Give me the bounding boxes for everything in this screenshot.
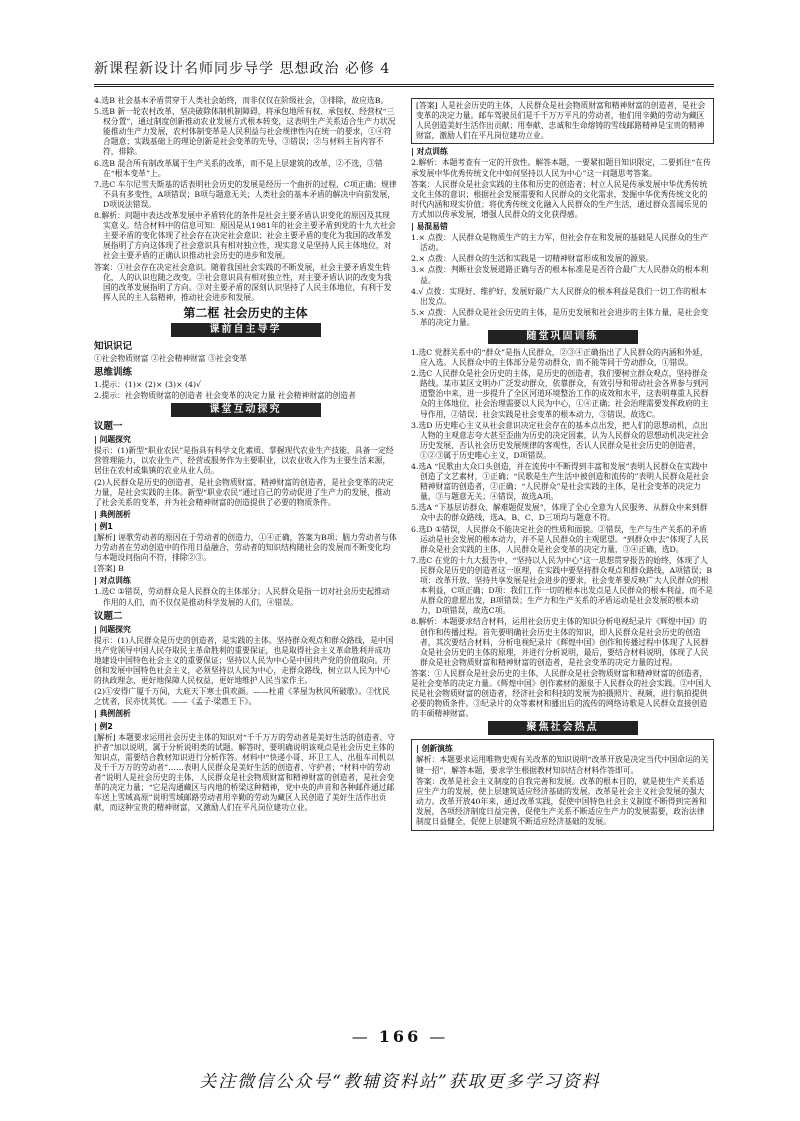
innovation-answer: 答案：改革是社会主义制度的自我完善和发展。改革的根本目的，就是使生产关系适应生产力的发展，使上层建筑适应经济基础的发展。改革是社会主义社会发展的强大动力。改革开放40年来，通过改革实践，促使中国特色社会主义制度不断得到完善和发展，各项经济制度日益完善，促使生产关系不断适应生产力的发展需要，政治法律制度日益健全，促使上层建筑不断适应经济基础的发展。	[416, 776, 707, 826]
thinking-line: 1.提示：(1)× (2)× (3)× (4)√	[94, 379, 202, 389]
drill-item: 5.选A “下基层访群众、解难题促发展”，体现了全心全意为人民服务、从群众中来到群众中去的群众路线，选A。B、C、D三项均与题意不符。	[411, 503, 708, 523]
confuse-item: 5.× 点拨：人民群众是社会历史的主体，是历史发展和社会进步的主体力量，是社会变革的决定力量。	[411, 307, 709, 327]
topic-1-text: (2)人民群众是历史的创造者，是社会物质财富、精神财富的创造者，是社会变革的决定力量，是社会实践的主体。新型“职业农民”通过自己的劳动促进了生产力的发展，推动了社会关系的变革，并为社会精神财富的创造提供了必要的物质条件。	[94, 477, 394, 507]
tag-practice: | 对点训练	[94, 576, 397, 586]
example-2-tag: | 例2	[94, 722, 397, 732]
answer-item: 4.选B 社会基本矛盾贯穿于人类社会始终，而非仅仅在阶级社会，③排除，故应选B。	[94, 96, 389, 105]
practice-2-text: 2.解析：本题考查有一定的开放性。解答本题，一要紧扣题目知识限定，二要抓住“在传承发展中华优秀传统文化中如何坚持以人民为中心”这一问题思考答案。	[411, 158, 711, 178]
drill-item: 7.选C 在党的十九大报告中，“坚持以人民为中心”这一思想贯穿报告的始终，体现了人民群众是历史的创造者这一原理，在实践中要坚持群众观点和群众路线，A项错误；B项：改革开放、坚持共享发展是社会进步的要求，社会变革要反映广大人民群众的根本利益，C项正确；D项：我们工作一切的根本出发点是人民群众的根本利益，而不是从群众的意愿出发，B项错误；生产力和生产关系的矛盾运动是社会发展的根本动力，D项错误，故选C项。	[411, 555, 713, 616]
section-subtitle-hotspot: 聚焦社会热点	[488, 721, 638, 735]
drill-item: 4.选A “民歌由大众口头创造，并在流传中不断得到丰富和发展”表明人民群众在实践中创造了文艺素材，①正确；“民歌是生产生活中被创造和流传的”表明人民群众是社会精神财富的创造者，②正确；“人民群众”是社会实践的主体，是社会变革的决定力量，③与题意无关；④错误，故选A项。	[411, 462, 709, 502]
tag-innovation: | 创新演练	[416, 744, 709, 754]
tag-example: | 典例剖析	[94, 510, 397, 520]
example-2-text: [解析] 本题要求运用社会历史主体的知识对“千千万万的劳动者是美好生活的创造者、守护者”加以说明，属于分析说明类的试题。解答时，要明确说明该观点是社会历史主体的知识点，需要结合教材知识进行分析作答。材料中“快递小哥、环卫工人、出租车司机以及千千万万的劳动者”……表明人民群众是美好生活的创造者、守护者；“材料中的劳动者”说明人是社会历史的主体，人民群众是社会物质财富和精神财富的创造者，是社会变革的决定力量；“它是沟通藏区与内地的桥梁这种精神，党中央的声音和各种邮件通过邮车送上雪域高原”说明雪域邮路劳动者用辛勤的劳动为藏区人民创造了美好生活作出贡献，而这种宝贵的精神财富，又激励人们在平凡岗位建功立业。	[94, 732, 396, 813]
tag-practice-right: | 对点训练	[411, 147, 714, 157]
answer-item: 7.选C 车尔尼雪夫斯基的话表明社会历史的发展是经历一个曲折的过程，C项正确；规律不具有多变性，A项错误；B项与题意无关；人类社会的基本矛盾的解决中向前发展，D项说法错误。	[94, 179, 397, 209]
drill-item: 1.选C 党群关系中的“群众”是指人民群众，②③④正确指出了人民群众的内涵和外延，应入选。人民群众中的主体部分是劳动群众，而不能等同于劳动群众，①错误。	[411, 347, 708, 368]
answer-item: 答案：①社会存在决定社会意识。随着我国社会实践的不断发展，社会主要矛盾发生转化，人的认识也随之改变。②社会意识具有相对独立性，对主要矛盾认识的改变为我国的改革发展指明了方向。③对主要矛盾的深刻认识坚持了人民主体地位，有利于发挥人民的主人翁精神，推动社会进步和发展。	[94, 262, 392, 302]
section-subtitle: 课前自主导学	[171, 323, 321, 337]
section-title: 第二框 社会历史的主体	[183, 305, 308, 320]
page-header: 新课程新设计名师同步导学 思想政治 必修 4	[94, 58, 714, 85]
drill-item: 6.选D ①错误，人民群众不能决定社会的性质和面貌。②错误，生产与生产关系的矛盾运动是社会发展的根本动力，并不是人民群众的主观愿望。“到群众中去”体现了人民群众是社会实践的主体，人民群众是社会变革的决定力量，③④正确，选D。	[411, 524, 709, 554]
tag-inquiry: | 问题探究	[94, 435, 397, 445]
practice-2-answer: 答案：人民群众是社会实践的主体和历史的创造者；村立人民是传承发展中华优秀传统文化主体的意识；根据社会发展需要和人民群众的文化需求，发掘中华优秀传统文化的时代内涵和现实价值；将优秀传统文化融入人民群众的生产生活，通过群众喜闻乐见的方式加以传承发展，增强人民群众的文化获得感。	[411, 179, 708, 219]
left-column	[94, 96, 397, 1014]
example-1-tag: | 例1	[94, 522, 397, 532]
answer-item: 5.选B 新一轮农村改革，坚决破除体制机制障碍，将承包地所有权、承包权、经营权“三权分置”，通过制度创新推动农业发展方式根本转变，这表明生产关系适合生产力状况能推动生产力发展，农村体制变革是人民利益与社会规律性内在统一的要求，①④符合题意；实践基础上的理论创新是社会变革的先导，③错误；②与材料主旨内容不符，排除。	[94, 107, 396, 157]
answer-item: 6.选B 混合所有制改革属于生产关系的改革，而不是上层建筑的改革，②不选，③错在“根本变革”上。	[94, 158, 383, 178]
label-knowledge: 知识识记	[94, 340, 133, 352]
tag-confuse: | 易混易错	[411, 222, 714, 232]
drill-item: 8.解析：本题要求结合材料，运用社会历史主体的知识分析电视纪录片《辉煌中国》的创作和传播过程。首先要明确社会历史主体的知识，即人民群众是社会历史的创造者，其次要结合材料，分析电视纪录片《辉煌中国》创作和传播过程中体现了人民群众是社会历史的主体的原理，并进行分析说明，最后，要结合材料说明，体现了人民群众是社会物质财富和精神财富的创造者，是社会变革的决定力量的过程。	[411, 617, 709, 667]
right-column	[411, 96, 714, 1014]
innovation-box	[411, 739, 714, 831]
label-thinking: 思维训练	[94, 366, 133, 378]
header-divider	[94, 86, 714, 87]
tag-example-2: | 典例剖析	[94, 709, 397, 719]
footer-note: 关注微信公众号“教辅资料站”获取更多学习资料	[199, 1072, 601, 1092]
drill-item: 2.选C 人民群众是社会历史的主体，是历史的创造者，我们要树立群众观点，坚持群众路线。某市某区文明办广泛发动群众，依靠群众，有效引导和带动社会各界参与到河道整治中来，进一步提升了全区河道环境整治工作的成效和水平，这表明尊重人民群众的主体地位，社会治理需要以人民为中心，①④正确；社会治理需要发挥政府的主导作用，②错误；社会实践是社会变革的根本动力，③错误，故选C。	[411, 369, 709, 419]
topic-2-label: 议题二	[94, 610, 123, 622]
example-1-answer: [答案] B	[94, 564, 124, 574]
practice-1-text: 1.选C ①错误，劳动群众是人民群众的主体部分；人民群众是指一切对社会历史起推动作用的人们，而不仅仅是推动科学发展的人们，④错误。	[94, 587, 390, 607]
topic-2-text: (2)①安得广厦千万间，大庇天下寒士俱欢颜。——杜甫《茅屋为秋风所破歌》。②忧民之忧者，民亦忧其忧。——《孟子·梁惠王下》。	[94, 687, 390, 707]
confuse-item: 2.× 点拨：人民群众的生活和实践是一切精神财富形成和发展的源泉。	[411, 254, 654, 264]
tag-inquiry-2: | 问题探究	[94, 625, 397, 635]
example-1-text: [解析] 诬歌劳动者的原因在于劳动者的创造力，①④正确，答案为B项；脑力劳动者与体力劳动者在劳动创造中的作用日益融合，劳动者的知识结构随社会的发展而不断变化均与本题设问指向不符，排除②③。	[94, 533, 397, 563]
drill-answer: 答案：①人民群众是社会历史的主体，人民群众是社会物质财富和精神财富的创造者，是社会变革的决定力量。《辉煌中国》创作素材的源泉于人民群众的社会实践。②中国人民是社会物质财富的创造者，经济社会和科技的发展为拍摄照片、视频，进行航拍提供必要的物质条件。③纪录片的众等素材和播出后的流传的网络诗歌是人民群众直接创造的丰硕精神财富。	[411, 668, 712, 719]
confuse-item: 4.√ 点拨：实现好、维护好、发展好最广大人民群众的根本利益是我们一切工作的根本出发点。	[411, 286, 707, 306]
section-subtitle-drill: 随堂巩固训练	[488, 330, 638, 344]
topic-2-text: 提示：(1)人民群众是历史的创造者，是实践的主体。坚持群众观点和群众路线，是中国共产党领导中国人民夺取民主革命胜利的重要保证，也是取得社会主义革命胜利并成功地建设中国特色社会主义的重要保证；坚持以人民为中心是中国共产党的价值取向。开创和发展中国特色社会主义，必须坚持以人民为中心，走群众路线，树立以人民为中心的执政理念，更好地保障人民权益，更好地维护人民当家作主。	[94, 635, 394, 686]
thinking-line: 2.提示：社会物质财富的创造者 社会变革的决定力量 社会精神财富的创造者	[94, 391, 356, 401]
confuse-item: 1.× 点拨：人民群众是物质生产的主力军，但社会存在和发展的基础是人民群众的生产活动。	[411, 233, 709, 253]
answer-box: [答案] 人是社会历史的主体，人民群众是社会物质财富和精神财富的创造者，是社会变革的决定力量。邮车驾驶员们是千千万万平凡的劳动者，他们用辛勤的劳动为藏区人民创造美好生活作出贡献；用奉献、忠诚和生命熔铸的雪线邮路精神是宝贵的精神财富，激励人们在平凡岗位建功立业。	[411, 98, 714, 144]
section-subtitle-2: 课堂互动探究	[171, 403, 321, 417]
confuse-item: 3.× 点拨：判断社会发展道路正确与否的根本标准是是否符合最广大人民群众的根本利益。	[411, 265, 709, 285]
page-number: — 166 —	[0, 1027, 800, 1046]
topic-1-label: 议题一	[94, 421, 123, 433]
drill-item: 3.选D 历史唯心主义从社会意识决定社会存在的基本点出发，把人们的思想动机，点出人物的主观意志夸大甚至歪曲为历史的决定因素，认为人民群众的思想动机决定社会历史发展，否认社会历史发展规律的客观性，否认人民群众是社会历史的创造者，①②③属于历史唯心主义，D项错误。	[411, 420, 709, 460]
innovation-text: 解析：本题要求运用唯物史观有关改革的知识说明“改革开放是决定当代中国命运的关键一招”，解答本题，要求学生根据教材知识结合材料作答即可。	[416, 755, 709, 775]
topic-1-text: 提示：(1)新型“职业农民”是指具有科学文化素质、掌握现代农业生产技能、具备一定经营管理能力，以农业生产、经营或服务作为主要职业，以农业收入作为主要生活来源，居住在农村或集镇的农业从业人员。	[94, 446, 394, 476]
knowledge-line: ①社会物质财富 ②社会精神财富 ③社会变革	[94, 353, 248, 363]
answer-item: 8.解析：问题中表达改革发展中矛盾转化的条件是社会主要矛盾认识变化的原因及其现实意义。结合材料中的信息可知：原因是从1981年的社会主要矛盾到党的十九大社会主要矛盾的变化体现了社会存在决定社会意识；社会主要矛盾的变化为我国的改革发展指明了方向这体现了社会意识具有相对独立性，现实意义是坚持人民主体地位，对社会主要矛盾的正确认识推动社会历史的进步和发展。	[94, 211, 396, 261]
